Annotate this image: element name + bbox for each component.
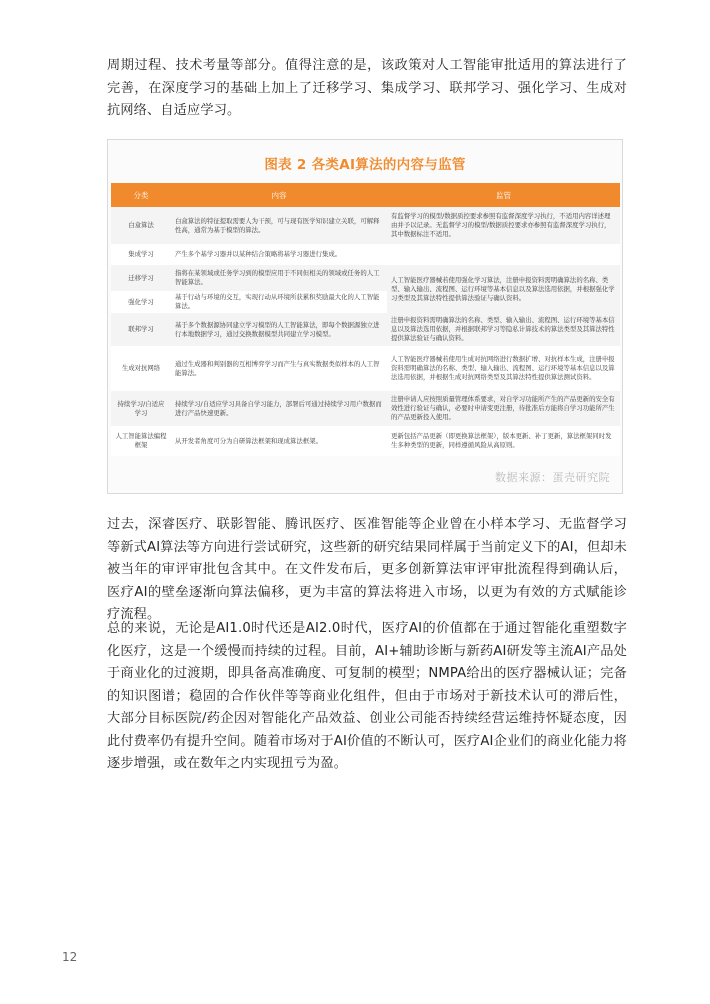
table-header-row xyxy=(111,183,620,207)
header-category: 分类 xyxy=(111,183,171,207)
data-source-note: 数据来源：蛋壳研究院 xyxy=(495,471,610,484)
table-row xyxy=(111,346,620,391)
row-content: 基于行动与环境的交互，实现行动从环境所获累积奖励最大化的人工智能算法。 xyxy=(171,291,387,313)
page-number: 12 xyxy=(62,950,78,964)
row-content: 从开发者角度可分为自研算法框架和现成算法框架。 xyxy=(171,426,387,456)
row-category: 持续学习/自适应学习 xyxy=(111,391,171,426)
row-regulation: 人工智能医疗器械若使用生成对抗网络进行数据扩增、对抗样本生成，注册申报资料需明确算法的名称、类型、输入输出、流程图、运行环境等基本信息以及算法选用依据，并根据生成对抗网络类型及其算法特性提供算法测试资料。 xyxy=(387,346,620,391)
row-category: 迁移学习 xyxy=(111,265,171,291)
row-regulation xyxy=(387,244,620,265)
row-content: 产生多个基学习器并以某种结合策略将基学习器进行集成。 xyxy=(171,244,387,265)
paragraph-3: 总的来说，无论是AI1.0时代还是AI2.0时代，医疗AI的价值都在于通过智能化重塑数字化医疗，这是一个缓慢而持续的过程。目前，AI+辅助诊断与新药AI研发等主流AI产品处于商业化的过渡期，即具备高准确度、可复制的模型；NMPA给出的医疗器械认证；完备的知识图谱；稳固的合作伙伴等等商业化组件，但由于市场对于新技术认可的滞后性，大部分目标医院/药企因对智能化产品效益、创业公司能否持续经营运维持怀疑态度，因此付费率仍有提升空间。随着市场对于AI价值的不断认可，医疗AI企业们的商业化能力将逐步增强，或在数年之内实现扭亏为盈。 xyxy=(107,621,627,771)
row-regulation: 有监督学习的模型/数据质控要求参照有监督深度学习执行，不适用内容详述理由并予以记录。无监督学习的模型/数据质控要求亦参照有监督深度学习执行，其中数据标注不适用。 xyxy=(387,207,620,244)
row-content: 白盒算法的特征提取需要人为干预，可与现有医学知识建立关联，可解释性高，通常为基于模型的算法。 xyxy=(171,207,387,244)
table-row xyxy=(111,265,620,291)
row-content: 持续学习/自适应学习具备自学习能力，部署后可通过持续学习用户数据而进行产品快速更新。 xyxy=(171,391,387,426)
row-content: 指将在某领域或任务学习到的模型应用于不同但相关的领域或任务的人工智能算法。 xyxy=(171,265,387,291)
paragraph-1: 周期过程、技术考量等部分。值得注意的是，该政策对人工智能审批适用的算法进行了完善，在深度学习的基础上加上了迁移学习、集成学习、联邦学习、强化学习、生成对抗网络、自适应学习。 xyxy=(107,58,627,118)
row-category: 强化学习 xyxy=(111,291,171,313)
row-category: 白盒算法 xyxy=(111,207,171,244)
row-regulation: 更新包括产品更新（即更换算法框架），版本更新、补丁更新，算法框架同时发生多种类型的更新，同样遵循风险从高原则。 xyxy=(387,426,620,456)
row-category: 人工智能算法编程框架 xyxy=(111,426,171,456)
row-category: 集成学习 xyxy=(111,244,171,265)
row-content: 通过生成器和判别器的互相博弈学习而产生与真实数据类似样本的人工智能算法。 xyxy=(171,346,387,391)
algorithm-table xyxy=(111,183,620,456)
row-regulation: 注册申请人应按照质量管理体系要求，对自学习功能所产生的产品更新的安全有效性进行验证与确认，必要时申请变更注册，待批准后方能将自学习功能所产生的产品更新投入使用。 xyxy=(387,391,620,426)
row-category: 联邦学习 xyxy=(111,313,171,346)
row-regulation: 注册申报资料需明确算法的名称、类型、输入输出、流程图、运行环境等基本信息以及算法选用依据，并根据联邦学习等隐私计算技术的算法类型及其算法特性提供算法验证与确认资料。 xyxy=(387,313,620,346)
table-row xyxy=(111,207,620,244)
paragraph-2: 过去，深睿医疗、联影智能、腾讯医疗、医准智能等企业曾在小样本学习、无监督学习等新式AI算法等方向进行尝试研究，这些新的研究结果同样属于当前定义下的AI，但却未被当年的审评审批包含其中。在文件发布后，更多创新算法审评审批流程得到确认后，医疗AI的壁垒逐渐向算法偏移，更为丰富的算法将进入市场，以更为有效的方式赋能诊疗流程。 xyxy=(107,517,627,622)
table-row xyxy=(111,391,620,426)
table-row xyxy=(111,313,620,346)
header-content: 内容 xyxy=(171,183,387,207)
table-row xyxy=(111,426,620,456)
table-row xyxy=(111,244,620,265)
row-category: 生成对抗网络 xyxy=(111,346,171,391)
header-regulation: 监管 xyxy=(387,183,620,207)
figure-title: 图表 2 各类AI算法的内容与监管 xyxy=(264,157,466,173)
row-regulation: 人工智能医疗器械若使用强化学习算法，注册申报资料需明确算法的名称、类型、输入输出、流程图、运行环境等基本信息以及算法选用依据，并根据强化学习类型及其算法特性提供算法验证与确认资料。 xyxy=(387,265,620,313)
figure-ai-algorithm-table xyxy=(107,139,623,494)
row-content: 基于多个数据源协同建立学习模型的人工智能算法，即每个数据源独立进行本地数据学习，通过交换数据模型共同建立学习模型。 xyxy=(171,313,387,346)
